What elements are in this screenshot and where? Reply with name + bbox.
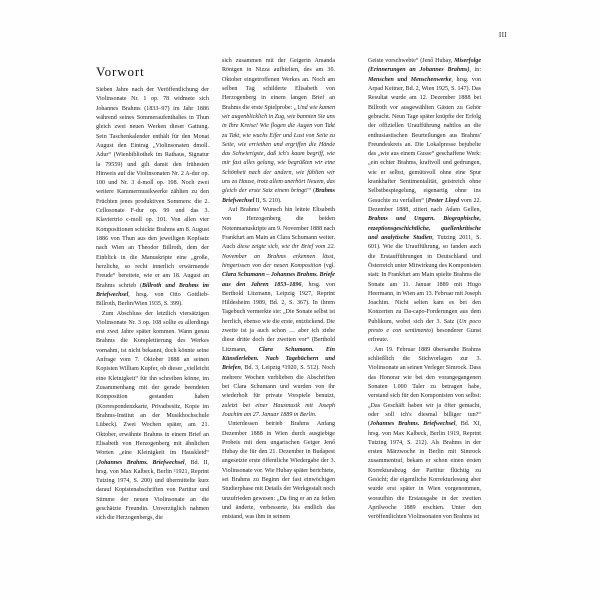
body-text: Zum Abschluss der letztlich viersätzigen Violinsonate Nr. 3 op. 108 sollte es allerdings erst zwei Jahre später kommen. Wann genau Brahms die Komplettierung des Werkes vornahm, ist nicht bekannt, doch könnte seine Anfrage vom 7. Oktober 1888 an seinen Kopisten William Kupfer, ob dieser „vielleicht eine Kleinigkeit“ für ihn schreiben könne, im Zusammenhang mit der gerade beendeten Komposition gestanden haben (Korrespondenzkarte, Privatbesitz, Kopie im Brahms-Institut an der Musikhochschule Lübeck). Zwei Wochen später, am 21. Oktober, erwähnte Brahms in einem Brief an Elisabeth von Herzogenberg mit ähnlichen Worten „eine Kleinigkeit im Hauskleid“ ( <box>96 310 209 466</box>
cited-title: Brahms Briefwechsel <box>222 188 335 204</box>
body-text: Unterdessen betrieb Brahms Anfang Dezember 1888 in Wien durch ausgiebige Probeis mit dem ungarischen Geiger Jenő Hubay die für den 21. Dezember in Budapest angesetzte erste öffentliche Wiedergabe der 3. Violinsonate vor. Wie Hubay später berichtete, sei Brahms zu Beginn der fast einwöchigen Studierphase mit Details der Werkgestalt noch unzufrieden gewesen: „Da fing er an zu feilen und änderte, verbesserte, bis endlich das entstand, was ihm in seinem <box>222 421 335 521</box>
paragraph <box>222 206 335 420</box>
cited-title: Billroth und Brahms im Briefwechsel <box>96 282 209 298</box>
cited-title: Menschen und Menschenwerke <box>368 76 452 83</box>
body-text: , Tutzing 2011, S. 601). Wie die Uraufführung, so fanden auch die Erstaufführungen in Deutschland und Österreich unter Mitwirkung des Komponisten statt: In Frankfurt am Main spielte Brahms die Sonate am 11. Januar 1889 mit Hugo Heermann, in Wien am 13. Februar mit Joseph Joachim. Nicht selten kam es bei den Konzerten zu Da-capo-Forderungen aus dem Publikum, wobei sich der 3. Satz ( <box>368 234 481 325</box>
page-number: III <box>498 31 507 39</box>
body-text: , in: <box>469 67 481 74</box>
body-text: ) besonderer Gunst erfreute. <box>368 328 482 344</box>
paragraph <box>222 57 335 206</box>
paragraph <box>96 86 209 310</box>
page-title: Vorwort <box>96 63 145 79</box>
cited-title: Pester Lloyd <box>427 197 460 204</box>
body-text: , Bd. II, hrsg. von Max Kalbeck, Berlin ²1921, Reprint Tutzing 1974, S. 200) und übermittelte kurz darauf Kopistenabschriften von Partitur und Stimme der neuen Violinsonate an die geschätzte Freundin. Unverzüglich nahmen sich die Herzogenbergs, die <box>96 459 209 522</box>
quoted-text: diese zeigte sich, wie ihr Brief vom 22. November an Brahms erkennen lässt, hingerissen von der neuen Komposition <box>222 244 335 269</box>
body-text: , Bd. XI, hrsg. von Max Kalbeck, Berlin 1919, Reprint Tutzing 1974, S. 212). Als Brahms in der ersten Märzwoche in Berlin mit Simrock zusammentraf, bekam er schon einen ersten Korrekturabzug der Partitur flüchtig zu Gesicht; die eigentliche Korrekturlesung aber wurde erst später in Wien vorgenommen, woraufhin die Erstausgabe in der zweiten Aprilwoche 1889 erschien. Unter den veröffentlichten Violinsonaten von Brahms ist <box>368 421 482 521</box>
body-text: Geiste vorschwebte“ (Jenő Hubay, <box>368 58 455 64</box>
text-column-3 <box>368 57 481 523</box>
paragraph <box>96 310 209 524</box>
quoted-text: Un poco presto e con sentimento <box>368 318 481 335</box>
body-text: Sieben Jahre nach der Veröffentlichung der Violinsonate Nr. 1 op. 78 widmete sich Johannes Brahms (1833–97) im Jahr 1886 während seines Sommeraufenthaltes in Thun gleich zwei neuen Werken dieser Gattung. Sein Taschenkalender enthält für den Monat August den Eintrag „Violinsonaten dmoll. Adur“ (Wienbibliothek im Rathaus, Signatur la 79559) und gilt damit den frühesten Hinweis auf die Violinsonaten Nr. 2 A-dur op. 100 und Nr. 3 d-moll op. 108. Noch zwei weitere Kammermusikwerke zählten zu den Früchten jenes produktiven Sommers: die 2. Cellosonate F-dur op. 99 und das 3. Klaviertrio c-moll op. 101. Von allen vier Kompositionen schickte Brahms am 8. August 1886 von Thun aus den jeweiligen Kopfsatz nach Wien an Theodor Billroth, dem der Einblick in die Manuskripte eine „große, herzliche, so recht innerlich erwärmende Freude“ bereitete, wie er am 18. August an Brahms schrieb ( <box>96 87 209 289</box>
cited-title: Miserfolge (Erinnerungen an Johannes Brahms) <box>368 58 481 74</box>
body-text: (vgl. <box>321 262 336 269</box>
paragraph <box>368 346 481 523</box>
body-text: sich zusammen mit der Geigerin Amanda Röntgen in Nizza aufhielten, des am 30. Oktober eingetroffenen Werkes an. Noch am selben Tag schilderte Elisabeth von Herzogenberg in einem langen Brief an Brahms die erste Spielprobe: <box>222 58 335 111</box>
body-text: , hrsg. von Arpad Keitner, Bd. 2, Wien 1925, S. 147). Das Resultat wurde am 12. Dezember 1888 bei Billroth vor ausgewählten Gästen zu Gehör gebracht. Neun Tage später knüpfte der Erfolg der offiziellen Uraufführung nahtlos an die enthusiastischen Beurteilungen aus Brahms' Freundeskreis an. Die Lokalpresse bejubelte das „wie aus einem Gusse“ geschaffene Werk: „ein echter Brahms, kraftvoll und gedrungen, wie er selbst, gemütsvoll ohne eine Spur krankhafter Sentimentalität, geistreich ohne Selbstbespiegelung, eigenartig ohne ins Gesuchte zu verfallen“ ( <box>368 76 481 204</box>
cited-title: Johannes Brahms. Briefwechsel <box>370 421 456 428</box>
body-text: ( <box>311 188 316 195</box>
text-column-1 <box>96 86 209 524</box>
body-text: Am 19. Februar 1889 übersandte Brahms schließlich die Stichvorlagen zur 3. Violinsonate an seinen Verleger Simrock. Dass das Honorar wie bei den vorangegangenen Sonaten 1.000 Taler zu betragen habe, verstand sich für den Komponisten von selbst: „Das Geschäft haben wir ja öfter gemacht, oder soll ich's diesmal billiger tun?“ ( <box>368 346 481 428</box>
cited-title: Clara Schumann. Ein Künstlerleben. Nach Tagebüchern und Briefen <box>222 346 335 372</box>
quoted-text: „Und wie kamen wir augenblicklich in Zug, wie bannten Sie uns in Ihre Kreise! Wie flogen die Augen von Takt zu Takt, wie wuchs Eifer und Lust von Seite zu Seite, wie erriethen und ergriffen die Hände das Schwierigste, daß ich's kaum begriff, wie mir fast alles gelang, wie begrüßten wir eine Schönheit nach der andern, wie fühlten wir uns zu Hause, trotz allem unerhört Neuem, das gleich der erste Satz einem bringt!“ <box>222 104 335 195</box>
body-text: , hrsg. von Otto Gottlieb-Billroth, Berlin/Wien 1935, S. 399). <box>96 291 209 308</box>
cited-title: Clara Schumann – Johannes Brahms. Briefe aus den Jahren 1853–1896 <box>222 272 335 288</box>
cited-title: Johannes Brahms. Briefwechsel <box>98 459 185 466</box>
cited-title: Brahms und Ungarn. Biographische, rezeptionsgeschichtliche, quellenkritische und analytische Studien <box>368 216 481 241</box>
body-text: Auf Brahms' Wunsch hin leitete Elisabeth von Herzogenberg die beiden Notenmanuskripte am 9. November 1888 nach Frankfurt am Main an Clara Schumann weiter. Auch <box>222 207 335 251</box>
body-text: , hrsg. von Berthold Litzmann, Leipzig 1927, Reprint Hildesheim 1989, Bd. 2, S. 367). In ihrem Tagebuch vermerkte sie: „Die Sonate selbst ist herrlich, ebenso wie die erste, entzückend. Die zweite ist ja auch schon … aber ich ziehe diese dritte doch der zweiten vor“ (Berthold Litzmann, <box>222 281 335 353</box>
paragraph <box>222 420 335 522</box>
body-text: II, S. 210). <box>254 197 282 204</box>
text-column-2 <box>222 57 335 523</box>
quoted-text: zuletzt bei einer Hausmusik mit Joseph Joachim am 27. Januar 1889 in Berlin. <box>222 402 335 418</box>
body-text: vom 22. Dezember 1888, zitiert nach Adam Gellen, <box>368 197 481 213</box>
paragraph <box>368 57 481 346</box>
body-text: , Bd. 3, Leipzig ⁸1920, S. 512). Noch mehrere Wochen verblieben die Abschriften bei Clara Schumann und wurden von ihr wiederholt für private Vorspiele benutzt, <box>222 365 335 400</box>
